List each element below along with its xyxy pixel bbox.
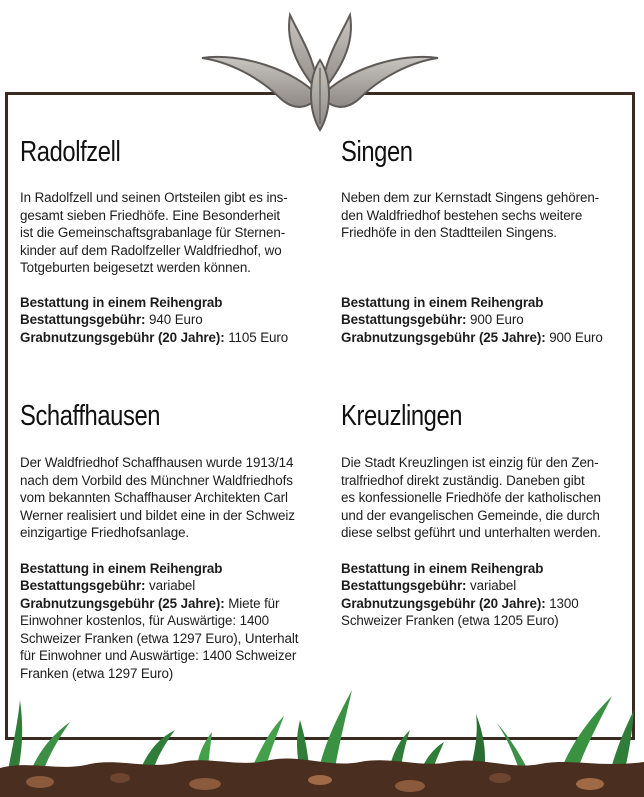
fee-value: 940 Euro [145,312,203,327]
fee-block: Bestattung in einem Reihengrab Bestattungsgebühr: variabel Grabnutzungsgebühr (25 Jahre): Miete für Einwohner kostenlos, für Auswärtige: 1400 Schweizer Franken (etwa 1297 Euro), Unterhalt für Einwohner und Auswärtige: 1400 Schweizer Franken (etwa 1297 Euro) [20,560,299,681]
section-radolfzell [20,136,318,346]
grave-type: Bestattung in einem Reihengrab [20,294,223,310]
section-title: Singen [341,136,413,168]
usage-value: 1300 [545,595,579,611]
usage-value: Miete für [224,595,280,611]
section-title: Schaffhausen [20,400,161,432]
usage-label: Grabnutzungsgebühr (25 Jahre): [341,329,546,345]
grave-type: Bestattung in einem Reihengrab [20,560,223,576]
fee-block [341,294,639,347]
fee-label: Bestattungsgebühr: [341,312,467,327]
usage-value: 900 Euro [545,329,603,345]
section-singen [341,136,639,346]
usage-label: Grabnutzungsgebühr (25 Jahre): [20,595,225,611]
section-description: Die Stadt Kreuzlingen ist einzig für den Zen- tralfriedhof direkt zuständig. Daneben gibt es konfessionelle Friedhöfe der katholischen und der evangelischen Gemeinde, die durch diese selbst geführt und unterhalten werden. [341,455,601,540]
usage-label: Grabnutzungsgebühr (20 Jahre): [20,329,225,345]
fee-label: Bestattungsgebühr: [20,312,146,327]
grass-soil-decoration [0,650,644,797]
section-schaffhausen [20,400,318,682]
usage-label: Grabnutzungsgebühr (20 Jahre): [341,595,546,611]
fee-block: Bestattung in einem Reihengrab Bestattungsgebühr: variabel Grabnutzungsgebühr (20 Jahre): 1300 Schweizer Franken (etwa 1205 Euro) [341,560,579,628]
section-title: Radolfzell [20,136,121,168]
fee-label: Bestattungsgebühr: [20,578,146,593]
fee-block [20,294,318,347]
section-title: Kreuzlingen [341,400,463,432]
fee-value: variabel [145,578,196,593]
grave-type: Bestattung in einem Reihengrab [341,294,544,310]
section-kreuzlingen [341,400,639,630]
section-description: In Radolfzell und seinen Ortsteilen gibt es ins- gesamt sieben Friedhöfe. Eine Besonderheit ist die Gemeinschaftsgrabanlage für Sternen- kinder auf dem Radolfzeller Waldfriedhof, wo Totgeburten beigesetzt werden können. [20,190,288,275]
section-description: Der Waldfriedhof Schaffhausen wurde 1913/14 nach dem Vorbild des Münchner Waldfriedhofs vom bekannten Schaffhauser Architekten Carl Werner realisiert und bildet eine in der Schweiz einzigartige Friedhofsanlage. [20,455,295,540]
fee-value: 900 Euro [466,312,524,327]
leaf-ornament-icon [200,0,440,135]
fee-value: variabel [466,578,517,593]
usage-value: 1105 Euro [224,329,289,345]
section-description: Neben dem zur Kernstadt Singens gehören- den Waldfriedhof bestehen sechs weitere Friedhöfe in den Stadtteilen Singens. [341,190,600,240]
fee-label: Bestattungsgebühr: [341,578,467,593]
grave-type: Bestattung in einem Reihengrab [341,560,544,576]
